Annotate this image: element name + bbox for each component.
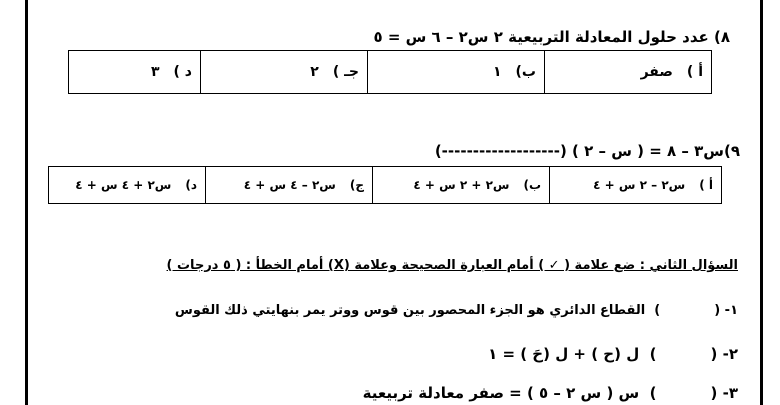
option-label: جـ ) <box>332 64 359 80</box>
q8-option-d[interactable] <box>69 51 201 94</box>
question-9-options <box>48 166 722 204</box>
question-8-options <box>68 50 712 94</box>
statement-1 <box>175 303 738 318</box>
option-label: أ ) <box>699 178 713 192</box>
q8-option-a[interactable] <box>545 51 712 94</box>
statement-number: ١- ( <box>714 303 738 318</box>
option-label: د) <box>185 178 197 192</box>
statement-close: ) <box>654 303 661 318</box>
option-label: ب) <box>523 178 541 192</box>
question-8-text: ٨) عدد حلول المعادلة التربيعية ٢ س٢ – ٦ س = ٥ <box>373 28 730 46</box>
q8-option-b[interactable] <box>368 51 545 94</box>
statement-close: ) <box>649 345 657 363</box>
statement-close: ) <box>649 384 657 402</box>
option-value: س٢ + ٢ س + ٤ <box>413 178 510 192</box>
statement-2 <box>488 345 738 363</box>
q8-option-c[interactable] <box>201 51 368 94</box>
q9-option-a[interactable] <box>550 167 722 204</box>
question-9-text: ٩)س٣ – ٨ = ( س – ٢ ) (-------------------) <box>434 142 740 160</box>
option-value: س٢ – ٢ س + ٤ <box>593 178 686 192</box>
q9-option-d[interactable] <box>49 167 206 204</box>
option-label: ج) <box>349 178 364 192</box>
option-label: د ) <box>173 64 192 80</box>
statement-3 <box>363 384 738 402</box>
option-label: أ ) <box>686 64 703 80</box>
option-value: س٢ – ٤ س + ٤ <box>243 178 336 192</box>
option-value: ٣ <box>150 64 160 80</box>
option-value: ٢ <box>310 64 319 80</box>
q9-option-c[interactable] <box>206 167 373 204</box>
section-2-title: السؤال الثاني : ضع علامة ( ✓ ) أمام العبارة الصحيحة وعلامة (X) أمام الخطأ : ( ٥ درجات ) <box>166 258 738 273</box>
statement-text: ل (ح ) + ل (حَ ) = ١ <box>488 345 640 363</box>
option-value: ١ <box>492 64 502 80</box>
option-value: صفر <box>640 64 673 80</box>
statement-text: القطاع الدائري هو الجزء المحصور بين قوس ووتر يمر بنهايتي ذلك القوس <box>174 303 646 318</box>
option-value: س٢ + ٤ س + ٤ <box>75 178 172 192</box>
statement-number: ٢- ( <box>710 345 738 363</box>
statement-number: ٣- ( <box>710 384 738 402</box>
option-label: ب) <box>515 64 536 80</box>
statement-text: س ( س ٢ – ٥ ) = صفر معادلة تربيعية <box>362 384 640 402</box>
q9-option-b[interactable] <box>373 167 550 204</box>
